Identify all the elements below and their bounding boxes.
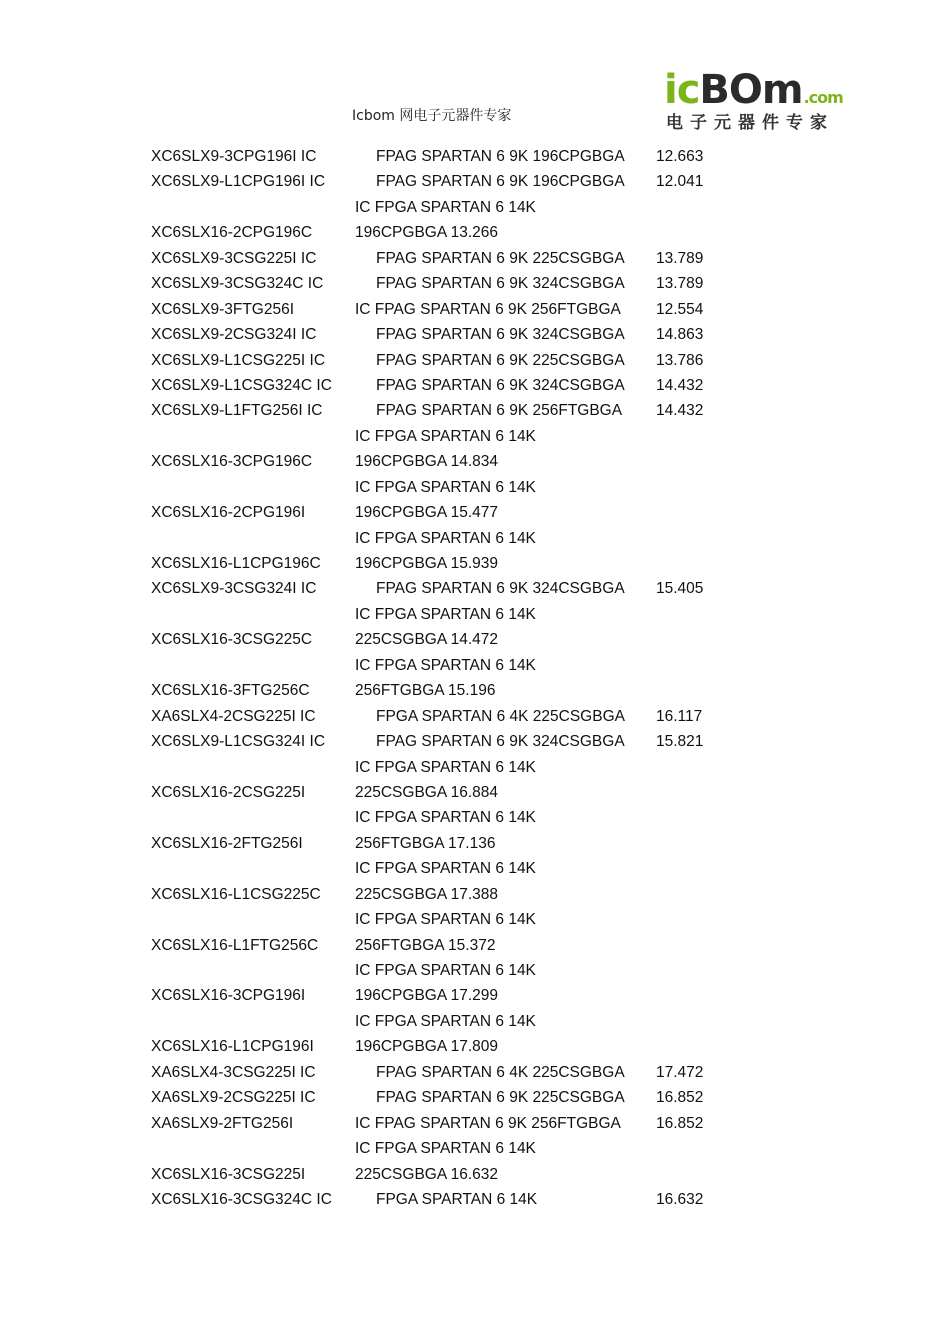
- part-price: 12.554: [656, 300, 704, 318]
- part-number: XC6SLX9-3CPG196I IC: [151, 148, 317, 165]
- part-description: IC FPGA SPARTAN 6 14K: [355, 1012, 536, 1030]
- list-item: [0, 983, 950, 1008]
- part-number: XC6SLX9-L1CSG324I IC: [151, 733, 326, 751]
- part-price: 16.632: [656, 1190, 704, 1208]
- part-number: XC6SLX16-2FTG256I: [151, 834, 303, 852]
- part-price: 14.432: [656, 376, 704, 394]
- list-item: [0, 475, 950, 500]
- part-number: XA6SLX9-2CSG225I IC: [151, 1089, 316, 1107]
- list-item: [0, 526, 950, 551]
- logo-bom-text: BOm: [699, 67, 803, 113]
- part-number: XC6SLX16-3CSG324C IC: [151, 1190, 332, 1208]
- part-number: XC6SLX9-3CSG324C IC: [151, 275, 324, 293]
- part-description: 225CSGBGA 16.632: [355, 1165, 499, 1183]
- part-description: FPAG SPARTAN 6 9K 324CSGBGA: [376, 733, 625, 751]
- part-description: IC FPGA SPARTAN 6 14K: [355, 911, 536, 929]
- part-description: FPAG SPARTAN 6 9K 324CSGBGA: [376, 376, 625, 394]
- part-number: XC6SLX16-L1CPG196I: [151, 1038, 314, 1056]
- list-item: [0, 1136, 950, 1161]
- list-item: [0, 856, 950, 881]
- part-description: FPAG SPARTAN 6 4K 225CSGBGA: [376, 1063, 625, 1081]
- list-item: [0, 500, 950, 525]
- part-description: FPAG SPARTAN 6 9K 324CSGBGA: [376, 275, 625, 293]
- part-description: 256FTGBGA 15.196: [355, 682, 496, 700]
- part-number: XC6SLX16-3CPG196C: [151, 453, 313, 471]
- part-description: 196CPGBGA 17.299: [355, 987, 499, 1005]
- list-item: [0, 169, 950, 194]
- part-price: 13.789: [656, 249, 704, 267]
- part-description: 196CPGBGA 15.477: [355, 504, 499, 522]
- logo-dotcom-text: .com: [803, 88, 843, 107]
- parts-price-list: [0, 144, 950, 1212]
- part-number: XC6SLX9-L1CPG196I IC: [151, 173, 326, 191]
- part-number: XA6SLX4-2CSG225I IC: [151, 707, 316, 725]
- part-description: 225CSGBGA 17.388: [355, 885, 499, 903]
- list-item: [0, 576, 950, 601]
- part-price: 16.117: [656, 707, 703, 725]
- part-number: XC6SLX16-L1FTG256C: [151, 936, 319, 954]
- page-header-title: Icbom 网电子元器件专家: [352, 108, 512, 124]
- part-description: IC FPGA SPARTAN 6 14K: [355, 962, 536, 979]
- part-description: IC FPGA SPARTAN 6 14K: [355, 758, 536, 776]
- list-item: [0, 907, 950, 932]
- part-description: FPAG SPARTAN 6 9K 324CSGBGA: [376, 326, 625, 344]
- part-description: IC FPGA SPARTAN 6 14K: [355, 478, 536, 496]
- part-description: IC FPGA SPARTAN 6 14K: [355, 198, 536, 216]
- icbom-logo: [664, 68, 844, 132]
- part-description: FPGA SPARTAN 6 4K 225CSGBGA: [376, 707, 625, 725]
- list-item: [0, 958, 950, 983]
- list-item: [0, 348, 950, 373]
- list-item: [0, 297, 950, 322]
- list-item: [0, 653, 950, 678]
- part-price: 13.789: [656, 275, 704, 293]
- list-item: [0, 882, 950, 907]
- part-number: XA6SLX4-3CSG225I IC: [151, 1063, 316, 1081]
- list-item: [0, 271, 950, 296]
- part-description: FPAG SPARTAN 6 9K 196CPGBGA: [376, 173, 625, 191]
- part-description: IC FPAG SPARTAN 6 9K 256FTGBGA: [355, 300, 621, 318]
- part-number: XC6SLX9-3CSG324I IC: [151, 580, 317, 598]
- part-number: XC6SLX16-3CSG225I: [151, 1165, 306, 1183]
- part-price: 16.852: [656, 1089, 704, 1107]
- list-item: [0, 805, 950, 830]
- list-item: [0, 831, 950, 856]
- part-number: XC6SLX9-3CSG225I IC: [151, 249, 317, 267]
- list-item: [0, 424, 950, 449]
- part-number: XC6SLX16-2CPG196C: [151, 224, 313, 242]
- list-item: [0, 195, 950, 220]
- part-description: 256FTGBGA 15.372: [355, 936, 496, 954]
- part-description: FPAG SPARTAN 6 9K 196CPGBGA: [376, 148, 625, 165]
- part-description: 256FTGBGA 17.136: [355, 834, 496, 852]
- part-description: FPAG SPARTAN 6 9K 225CSGBGA: [376, 1089, 625, 1107]
- list-item: [0, 627, 950, 652]
- list-item: [0, 373, 950, 398]
- logo-ic-text: ic: [664, 67, 700, 113]
- part-number: XC6SLX16-3CSG225C: [151, 631, 313, 649]
- part-number: XC6SLX9-3FTG256I: [151, 300, 295, 318]
- list-item: [0, 322, 950, 347]
- part-description: 225CSGBGA 14.472: [355, 631, 499, 649]
- logo-tagline: 电子元器件专家: [666, 113, 834, 133]
- part-price: 12.663: [656, 148, 704, 165]
- part-description: 225CSGBGA 16.884: [355, 783, 499, 801]
- list-item: [0, 1085, 950, 1110]
- list-item: [0, 1009, 950, 1034]
- part-description: FPAG SPARTAN 6 9K 225CSGBGA: [376, 249, 625, 267]
- list-item: [0, 729, 950, 754]
- list-item: [0, 755, 950, 780]
- part-price: 16.852: [656, 1114, 704, 1132]
- part-price: 15.405: [656, 580, 704, 598]
- part-description: 196CPGBGA 13.266: [355, 224, 499, 242]
- part-description: 196CPGBGA 17.809: [355, 1038, 499, 1056]
- list-item: [0, 1111, 950, 1136]
- part-description: IC FPGA SPARTAN 6 14K: [355, 860, 536, 878]
- list-item: [0, 704, 950, 729]
- part-description: IC FPGA SPARTAN 6 14K: [355, 809, 536, 827]
- part-number: XA6SLX9-2FTG256I: [151, 1114, 294, 1132]
- list-item: [0, 780, 950, 805]
- part-number: XC6SLX16-3FTG256C: [151, 682, 310, 700]
- part-price: 13.786: [656, 351, 704, 369]
- part-description: FPAG SPARTAN 6 9K 225CSGBGA: [376, 351, 625, 369]
- part-number: XC6SLX9-L1CSG324C IC: [151, 376, 332, 394]
- part-description: FPGA SPARTAN 6 14K: [376, 1190, 538, 1208]
- list-item: [0, 144, 950, 169]
- list-item: [0, 678, 950, 703]
- list-item: [0, 449, 950, 474]
- part-number: XC6SLX16-2CPG196I: [151, 504, 306, 522]
- part-description: IC FPAG SPARTAN 6 9K 256FTGBGA: [355, 1114, 621, 1132]
- part-description: FPAG SPARTAN 6 9K 256FTGBGA: [376, 402, 623, 420]
- part-price: 14.863: [656, 326, 704, 344]
- part-description: 196CPGBGA 15.939: [355, 555, 499, 572]
- part-price: 14.432: [656, 402, 704, 420]
- part-number: XC6SLX16-L1CSG225C: [151, 885, 321, 903]
- part-price: 15.821: [656, 733, 704, 751]
- list-item: [0, 220, 950, 245]
- list-item: [0, 1034, 950, 1059]
- list-item: [0, 602, 950, 627]
- list-item: [0, 1060, 950, 1085]
- part-description: IC FPGA SPARTAN 6 14K: [355, 529, 536, 547]
- part-description: FPAG SPARTAN 6 9K 324CSGBGA: [376, 580, 625, 598]
- part-description: IC FPGA SPARTAN 6 14K: [355, 656, 536, 674]
- part-number: XC6SLX16-L1CPG196C: [151, 555, 321, 572]
- part-description: IC FPGA SPARTAN 6 14K: [355, 605, 536, 623]
- part-number: XC6SLX9-L1FTG256I IC: [151, 402, 323, 420]
- part-number: XC6SLX16-2CSG225I: [151, 783, 306, 801]
- part-number: XC6SLX9-2CSG324I IC: [151, 326, 317, 344]
- list-item: [0, 933, 950, 958]
- list-item: [0, 1162, 950, 1187]
- list-item: [0, 551, 950, 576]
- list-item: [0, 246, 950, 271]
- part-number: XC6SLX16-3CPG196I: [151, 987, 306, 1005]
- part-price: 17.472: [656, 1063, 704, 1081]
- part-number: XC6SLX9-L1CSG225I IC: [151, 351, 326, 369]
- list-item: [0, 1187, 950, 1212]
- part-description: 196CPGBGA 14.834: [355, 453, 499, 471]
- list-item: [0, 398, 950, 423]
- part-description: IC FPGA SPARTAN 6 14K: [355, 1140, 536, 1158]
- part-price: 12.041: [656, 173, 704, 191]
- part-description: IC FPGA SPARTAN 6 14K: [355, 427, 536, 445]
